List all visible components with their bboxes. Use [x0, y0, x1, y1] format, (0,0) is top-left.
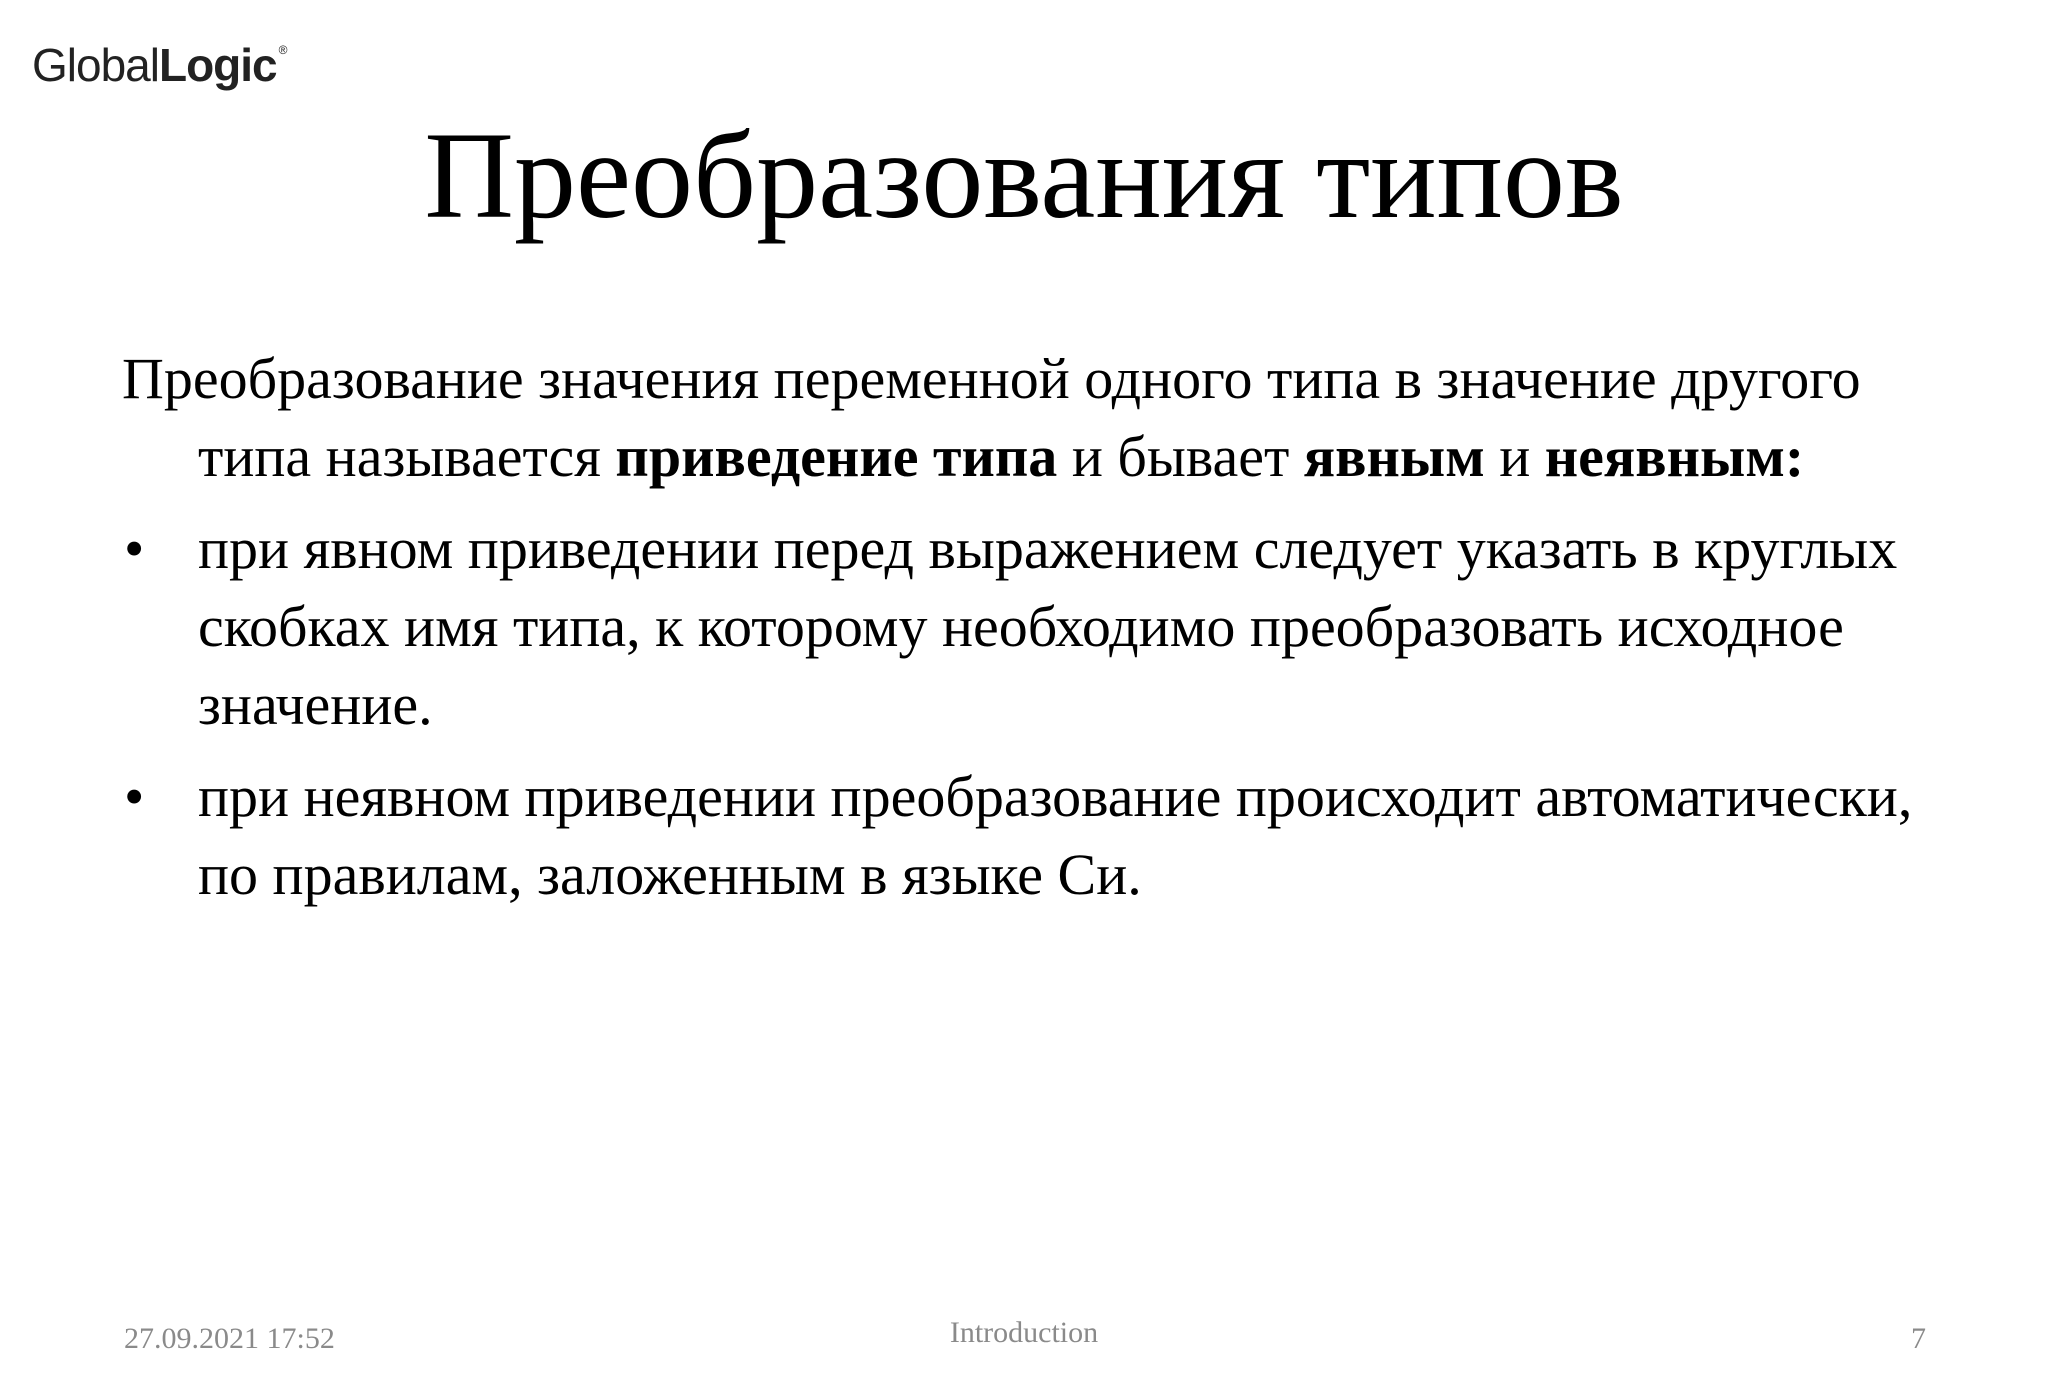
slide-body: [122, 340, 1942, 928]
intro-paragraph: [122, 340, 1942, 496]
intro-text-1: Преобразование значения переменной одного типа в значение другого типа называется: [122, 346, 1861, 489]
footer-date: 27.09.2021 17:52: [124, 1322, 335, 1355]
slide-title: Преобразования типов: [424, 107, 1624, 244]
globallogic-logo: [32, 39, 287, 91]
bullet-item-implicit: [122, 758, 1942, 914]
term-implicit: неявным:: [1544, 424, 1805, 489]
bullet-text: при явном приведении перед выражением следует указать в круглых скобках имя типа, к которому необходимо преобразовать исходное значение.: [198, 516, 1898, 737]
logo-text-global: Global: [32, 39, 159, 91]
bullet-dot: •: [124, 516, 145, 581]
bullet-dot: •: [124, 764, 145, 829]
logo-registered-mark: ®: [278, 43, 287, 57]
bullet-text: при неявном приведении преобразование происходит автоматически, по правилам, заложенным в языке Си.: [198, 764, 1913, 907]
term-type-casting: приведение типа: [615, 424, 1058, 489]
intro-text-2: и бывает: [1057, 424, 1304, 489]
logo-text-logic: Logic: [158, 39, 277, 91]
intro-text-3: и: [1484, 424, 1545, 489]
term-explicit: явным: [1303, 424, 1485, 489]
footer-page-number: 7: [1911, 1322, 1926, 1355]
bullet-item-explicit: [122, 510, 1942, 744]
footer-section-title: Introduction: [949, 1316, 1099, 1349]
